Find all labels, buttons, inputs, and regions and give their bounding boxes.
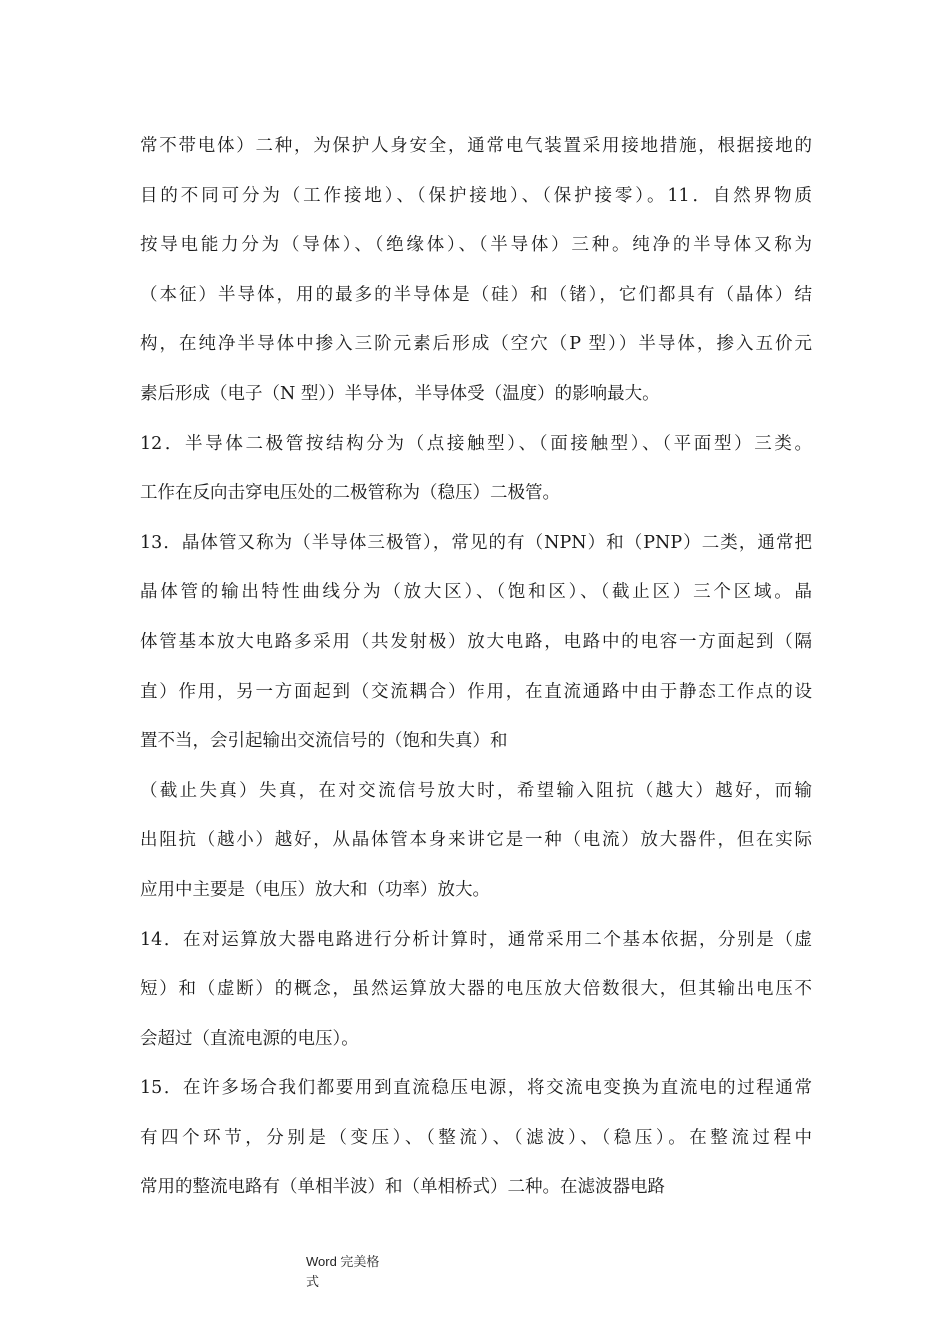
text-line: 直）作用，另一方面起到（交流耦合）作用，在直流通路中由于静态工作点的设: [140, 681, 812, 702]
text-line: 短）和（虚断）的概念，虽然运算放大器的电压放大倍数很大，但其输出电压不: [140, 979, 812, 1000]
text-line: 有四个环节，分别是（变压）、（整流）、（滤波）、（稳压）。在整流过程中: [140, 1127, 812, 1148]
document-body: [140, 122, 812, 1213]
text-line: 14．在对运算放大器电路进行分析计算时，通常采用二个基本依据，分别是（虚: [140, 929, 812, 950]
text-line: 常用的整流电路有（单相半波）和（单相桥式）二种。在滤波器电路: [140, 1177, 665, 1198]
text-line: 晶体管的输出特性曲线分为（放大区）、（饱和区）、（截止区）三个区域。晶: [140, 582, 812, 603]
text-line: （本征）半导体，用的最多的半导体是（硅）和（锗），它们都具有（晶体）结: [140, 284, 812, 305]
footer-text-line-2: 式: [306, 1274, 320, 1289]
text-line: （截止失真）失真，在对交流信号放大时，希望输入阻抗（越大）越好，而输: [140, 780, 812, 801]
text-line: 13．晶体管又称为（半导体三极管），常见的有（NPN）和（PNP）二类，通常把: [140, 532, 812, 553]
page-footer: [306, 1252, 396, 1292]
text-line: 素后形成（电子（N 型））半导体，半导体受（温度）的影响最大。: [140, 383, 660, 404]
text-line: 工作在反向击穿电压处的二极管称为（稳压）二极管。: [140, 483, 560, 504]
text-line: 应用中主要是（电压）放大和（功率）放大。: [140, 879, 490, 900]
text-line: 会超过（直流电源的电压）。: [140, 1028, 359, 1049]
text-line: 按导电能力分为（导体）、（绝缘体）、（半导体）三种。纯净的半导体又称为: [140, 235, 812, 256]
footer-text-line-1: Word 完美格: [306, 1254, 380, 1269]
text-line: 体管基本放大电路多采用（共发射极）放大电路，电路中的电容一方面起到（隔: [140, 631, 812, 652]
text-line: 出阻抗（越小）越好，从晶体管本身来讲它是一种（电流）放大器件，但在实际: [140, 830, 812, 851]
text-line: 12．半导体二极管按结构分为（点接触型）、（面接触型）、（平面型）三类。: [140, 433, 812, 454]
text-line: 常不带电体）二种，为保护人身安全，通常电气装置采用接地措施，根据接地的: [140, 136, 812, 156]
text-line: 置不当，会引起输出交流信号的（饱和失真）和: [140, 731, 508, 752]
text-line: 构，在纯净半导体中掺入三阶元素后形成（空穴（P 型））半导体，掺入五价元: [140, 334, 812, 355]
text-line: 15．在许多场合我们都要用到直流稳压电源，将交流电变换为直流电的过程通常: [140, 1078, 812, 1099]
text-line: 目的不同可分为（工作接地）、（保护接地）、（保护接零）。11．自然界物质: [140, 185, 812, 206]
